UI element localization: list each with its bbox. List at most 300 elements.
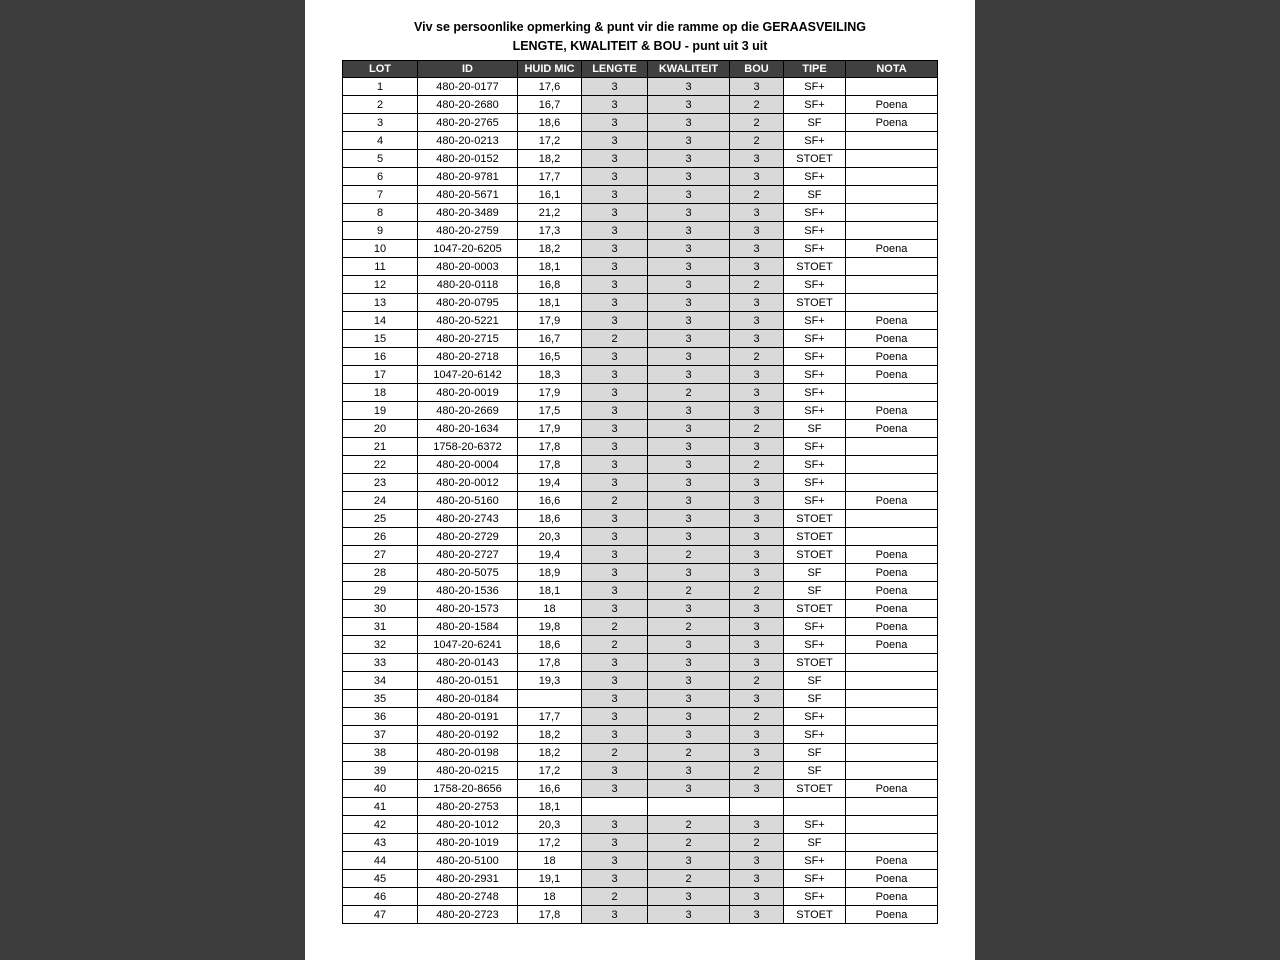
table-cell: 3 (648, 168, 730, 186)
table-cell: 38 (343, 744, 418, 762)
table-cell: 3 (582, 672, 648, 690)
table-cell: 16,6 (518, 492, 582, 510)
table-cell: Poena (846, 348, 938, 366)
table-row (343, 546, 938, 564)
table-cell: 3 (730, 240, 784, 258)
table-cell: 17 (343, 366, 418, 384)
table-cell: 3 (648, 186, 730, 204)
table-cell: 1047-20-6142 (418, 366, 518, 384)
table-body (343, 78, 938, 924)
document-title-line1: Viv se persoonlike opmerking & punt vir die ramme op die GERAASVEILING (414, 20, 866, 34)
table-cell: 3 (648, 456, 730, 474)
table-row (343, 636, 938, 654)
table-cell: SF+ (784, 438, 846, 456)
table-cell: STOET (784, 906, 846, 924)
table-cell (846, 798, 938, 816)
document-page (305, 0, 975, 960)
table-cell: STOET (784, 510, 846, 528)
table-row (343, 312, 938, 330)
table-cell: 3 (648, 114, 730, 132)
table-row (343, 510, 938, 528)
table-cell: 480-20-1536 (418, 582, 518, 600)
table-cell: 480-20-5671 (418, 186, 518, 204)
table-cell: Poena (846, 312, 938, 330)
table-cell: 17,8 (518, 906, 582, 924)
table-cell (846, 150, 938, 168)
table-cell: 25 (343, 510, 418, 528)
table-cell: 3 (582, 222, 648, 240)
table-cell: 27 (343, 546, 418, 564)
table-cell: 3 (582, 168, 648, 186)
table-cell: 24 (343, 492, 418, 510)
table-cell: 17,7 (518, 168, 582, 186)
table-cell: 3 (582, 204, 648, 222)
table-cell: 3 (648, 492, 730, 510)
table-row (343, 708, 938, 726)
table-cell: SF+ (784, 132, 846, 150)
table-cell: Poena (846, 582, 938, 600)
table-cell: 480-20-0198 (418, 744, 518, 762)
table-cell: SF+ (784, 78, 846, 96)
table-cell: 3 (730, 654, 784, 672)
table-cell: 480-20-0004 (418, 456, 518, 474)
table-cell (582, 798, 648, 816)
table-cell: 17,2 (518, 132, 582, 150)
table-cell: SF+ (784, 204, 846, 222)
table-cell: 3 (582, 276, 648, 294)
table-cell: 3 (730, 222, 784, 240)
table-cell: Poena (846, 852, 938, 870)
table-cell: 3 (730, 636, 784, 654)
table-cell: 3 (582, 384, 648, 402)
table-row (343, 276, 938, 294)
table-cell (846, 456, 938, 474)
table-cell: 19,4 (518, 474, 582, 492)
table-cell: Poena (846, 906, 938, 924)
table-cell: SF (784, 564, 846, 582)
table-cell: 480-20-2729 (418, 528, 518, 546)
table-cell: 34 (343, 672, 418, 690)
table-cell (518, 690, 582, 708)
table-cell (846, 834, 938, 852)
table-cell: SF+ (784, 276, 846, 294)
table-cell: 480-20-2759 (418, 222, 518, 240)
column-header-nota: NOTA (846, 61, 938, 78)
table-cell: 3 (648, 402, 730, 420)
table-cell: 3 (582, 528, 648, 546)
table-cell (846, 762, 938, 780)
table-cell: 3 (582, 726, 648, 744)
table-cell: 480-20-2765 (418, 114, 518, 132)
table-cell: 480-20-0118 (418, 276, 518, 294)
table-cell: 32 (343, 636, 418, 654)
table-cell: 3 (730, 744, 784, 762)
table-cell: 3 (648, 312, 730, 330)
table-row (343, 762, 938, 780)
table-cell: SF+ (784, 366, 846, 384)
column-header-kwaliteit: KWALITEIT (648, 61, 730, 78)
table-row (343, 438, 938, 456)
table-cell: SF+ (784, 708, 846, 726)
table-row (343, 528, 938, 546)
table-row (343, 726, 938, 744)
table-cell: Poena (846, 492, 938, 510)
table-row (343, 204, 938, 222)
table-cell: 2 (730, 420, 784, 438)
table-cell: 480-20-2727 (418, 546, 518, 564)
table-cell: 3 (582, 438, 648, 456)
table-cell (846, 510, 938, 528)
table-cell: 2 (648, 834, 730, 852)
table-cell (846, 204, 938, 222)
table-cell: 2 (730, 132, 784, 150)
table-cell: 3 (648, 762, 730, 780)
table-row (343, 348, 938, 366)
table-row (343, 456, 938, 474)
table-row (343, 906, 938, 924)
table-cell: 1758-20-6372 (418, 438, 518, 456)
table-cell: 480-20-5160 (418, 492, 518, 510)
table-cell (846, 222, 938, 240)
table-cell: SF+ (784, 474, 846, 492)
table-row (343, 888, 938, 906)
table-cell: STOET (784, 654, 846, 672)
table-cell: 3 (648, 474, 730, 492)
table-row (343, 870, 938, 888)
table-cell (846, 672, 938, 690)
table-cell: 40 (343, 780, 418, 798)
table-cell: 31 (343, 618, 418, 636)
table-cell: 18,2 (518, 240, 582, 258)
table-row (343, 780, 938, 798)
table-cell: 3 (730, 564, 784, 582)
table-cell: 3 (730, 600, 784, 618)
table-row (343, 420, 938, 438)
table-cell: 18 (518, 888, 582, 906)
table-cell: 12 (343, 276, 418, 294)
table-cell: 3 (648, 96, 730, 114)
table-cell: 19,1 (518, 870, 582, 888)
table-cell: Poena (846, 870, 938, 888)
table-cell: SF+ (784, 456, 846, 474)
table-row (343, 78, 938, 96)
table-cell: 16 (343, 348, 418, 366)
table-cell: 2 (582, 330, 648, 348)
table-cell (846, 474, 938, 492)
table-cell: SF+ (784, 168, 846, 186)
table-row (343, 582, 938, 600)
table-cell: 3 (343, 114, 418, 132)
table-cell (846, 708, 938, 726)
table-cell: STOET (784, 600, 846, 618)
table-cell: SF+ (784, 636, 846, 654)
table-cell: 3 (582, 78, 648, 96)
table-cell: 3 (730, 690, 784, 708)
table-cell: 3 (648, 726, 730, 744)
table-cell: SF+ (784, 384, 846, 402)
table-cell: 480-20-2669 (418, 402, 518, 420)
table-cell: 3 (582, 852, 648, 870)
table-cell: 1758-20-8656 (418, 780, 518, 798)
table-cell: SF (784, 186, 846, 204)
table-cell: 3 (582, 366, 648, 384)
table-cell: 18,6 (518, 510, 582, 528)
table-cell: 10 (343, 240, 418, 258)
table-row (343, 492, 938, 510)
table-cell: 3 (582, 402, 648, 420)
table-cell: 480-20-1019 (418, 834, 518, 852)
table-cell: 19 (343, 402, 418, 420)
table-cell: SF+ (784, 222, 846, 240)
table-row (343, 564, 938, 582)
table-cell: SF+ (784, 888, 846, 906)
table-cell: 3 (582, 96, 648, 114)
table-cell: 18,1 (518, 258, 582, 276)
table-cell: 3 (648, 204, 730, 222)
table-cell: 46 (343, 888, 418, 906)
table-cell: Poena (846, 564, 938, 582)
table-cell: 3 (730, 816, 784, 834)
table-cell: 3 (582, 294, 648, 312)
table-cell: 3 (582, 600, 648, 618)
table-cell: 3 (648, 852, 730, 870)
table-cell: 13 (343, 294, 418, 312)
table-cell: 3 (730, 618, 784, 636)
table-cell: 2 (648, 582, 730, 600)
table-row (343, 834, 938, 852)
table-cell: 3 (648, 438, 730, 456)
table-cell: 29 (343, 582, 418, 600)
table-cell: Poena (846, 888, 938, 906)
table-cell (846, 132, 938, 150)
table-cell: 36 (343, 708, 418, 726)
table-row (343, 186, 938, 204)
table-cell: 3 (648, 600, 730, 618)
table-cell: 480-20-0177 (418, 78, 518, 96)
table-cell: 3 (648, 420, 730, 438)
column-header-lengte: LENGTE (582, 61, 648, 78)
table-cell (846, 168, 938, 186)
column-header-tipe: TIPE (784, 61, 846, 78)
table-cell: 2 (648, 618, 730, 636)
table-cell: 2 (730, 672, 784, 690)
table-cell: 17,8 (518, 456, 582, 474)
table-cell: 2 (582, 636, 648, 654)
table-cell (846, 258, 938, 276)
table-cell: 42 (343, 816, 418, 834)
table-cell: 3 (730, 726, 784, 744)
table-cell: 2 (582, 888, 648, 906)
table-cell: 3 (730, 294, 784, 312)
table-cell: 19,4 (518, 546, 582, 564)
table-cell: 43 (343, 834, 418, 852)
table-cell: SF+ (784, 96, 846, 114)
table-cell: 2 (730, 186, 784, 204)
table-cell: Poena (846, 114, 938, 132)
table-cell: STOET (784, 258, 846, 276)
table-cell: 44 (343, 852, 418, 870)
table-cell: SF+ (784, 618, 846, 636)
table-cell: 3 (648, 888, 730, 906)
table-cell: SF+ (784, 726, 846, 744)
table-cell: 3 (730, 546, 784, 564)
table-cell (846, 78, 938, 96)
table-cell: 480-20-2680 (418, 96, 518, 114)
table-cell: 3 (582, 240, 648, 258)
table-cell: 3 (730, 492, 784, 510)
table-cell: 3 (648, 654, 730, 672)
table-cell: 16,7 (518, 330, 582, 348)
table-cell: 2 (648, 546, 730, 564)
table-cell: 480-20-5075 (418, 564, 518, 582)
table-cell: 480-20-2715 (418, 330, 518, 348)
table-cell: 21,2 (518, 204, 582, 222)
table-cell: Poena (846, 546, 938, 564)
table-cell: 4 (343, 132, 418, 150)
table-cell: 16,6 (518, 780, 582, 798)
table-cell: Poena (846, 600, 938, 618)
table-cell: 2 (648, 744, 730, 762)
table-cell: 3 (730, 150, 784, 168)
table-cell: 480-20-2723 (418, 906, 518, 924)
table-cell: 480-20-2743 (418, 510, 518, 528)
table-header (343, 61, 938, 78)
table-cell: SF (784, 672, 846, 690)
table-cell: 3 (730, 384, 784, 402)
table-cell: SF (784, 582, 846, 600)
table-cell: 17,6 (518, 78, 582, 96)
table-cell: 3 (582, 186, 648, 204)
table-cell: 480-20-0003 (418, 258, 518, 276)
table-cell: Poena (846, 402, 938, 420)
table-cell: 480-20-2931 (418, 870, 518, 888)
table-cell: 20,3 (518, 816, 582, 834)
table-row (343, 690, 938, 708)
table-cell: 28 (343, 564, 418, 582)
table-cell: 3 (648, 510, 730, 528)
table-cell: 3 (648, 222, 730, 240)
table-cell: 3 (730, 312, 784, 330)
table-cell (730, 798, 784, 816)
table-cell (846, 186, 938, 204)
table-cell: 3 (582, 906, 648, 924)
table-cell: 3 (648, 672, 730, 690)
document-titles (305, 0, 975, 56)
table-cell: SF (784, 114, 846, 132)
column-header-id: ID (418, 61, 518, 78)
table-cell: 3 (730, 906, 784, 924)
table-cell: 3 (730, 78, 784, 96)
table-cell: 3 (582, 312, 648, 330)
table-cell: 16,8 (518, 276, 582, 294)
table-cell: 2 (343, 96, 418, 114)
table-cell: 3 (648, 366, 730, 384)
table-cell: 17,8 (518, 654, 582, 672)
table-cell: 22 (343, 456, 418, 474)
table-cell: 3 (582, 150, 648, 168)
table-cell: STOET (784, 150, 846, 168)
table-cell (846, 384, 938, 402)
table-cell: 480-20-9781 (418, 168, 518, 186)
table-cell: 480-20-0795 (418, 294, 518, 312)
table-cell: 18,6 (518, 636, 582, 654)
table-cell: 3 (648, 348, 730, 366)
table-cell: 480-20-1012 (418, 816, 518, 834)
table-cell: 18,3 (518, 366, 582, 384)
table-cell (648, 798, 730, 816)
table-cell (846, 744, 938, 762)
table-cell: 17,9 (518, 384, 582, 402)
table-cell: 3 (648, 78, 730, 96)
table-cell: 480-20-1573 (418, 600, 518, 618)
column-header-lot: LOT (343, 61, 418, 78)
table-cell: 1 (343, 78, 418, 96)
table-cell: 3 (730, 474, 784, 492)
table-cell: 3 (582, 654, 648, 672)
table-cell: 19,3 (518, 672, 582, 690)
table-cell: 3 (648, 564, 730, 582)
table-cell: 3 (582, 258, 648, 276)
table-cell: 480-20-0191 (418, 708, 518, 726)
table-cell: 480-20-5100 (418, 852, 518, 870)
table-cell: 2 (648, 816, 730, 834)
table-cell: 18 (518, 852, 582, 870)
table-cell: 2 (582, 492, 648, 510)
table-cell: 3 (582, 348, 648, 366)
table-cell: 2 (730, 456, 784, 474)
table-cell: 480-20-0019 (418, 384, 518, 402)
table-cell: STOET (784, 780, 846, 798)
table-cell: 19,8 (518, 618, 582, 636)
table-cell: 3 (730, 204, 784, 222)
table-cell: 18,1 (518, 798, 582, 816)
table-row (343, 744, 938, 762)
table-cell (846, 726, 938, 744)
table-cell: 17,2 (518, 834, 582, 852)
table-cell: 20 (343, 420, 418, 438)
table-cell: 47 (343, 906, 418, 924)
table-row (343, 366, 938, 384)
table-cell: 45 (343, 870, 418, 888)
table-cell: 3 (582, 780, 648, 798)
table-row (343, 240, 938, 258)
table-row (343, 294, 938, 312)
table-cell: 9 (343, 222, 418, 240)
table-cell: 3 (648, 636, 730, 654)
table-cell: SF+ (784, 870, 846, 888)
table-cell: 2 (730, 114, 784, 132)
table-row (343, 132, 938, 150)
scores-table (342, 60, 938, 924)
table-cell: 3 (730, 870, 784, 888)
table-cell: 480-20-2748 (418, 888, 518, 906)
table-cell: SF+ (784, 852, 846, 870)
table-row (343, 654, 938, 672)
table-cell: 21 (343, 438, 418, 456)
table-cell: 3 (582, 762, 648, 780)
table-cell: 480-20-0213 (418, 132, 518, 150)
table-cell: SF (784, 744, 846, 762)
table-cell: 480-20-1584 (418, 618, 518, 636)
table-cell: 480-20-0184 (418, 690, 518, 708)
table-cell: Poena (846, 780, 938, 798)
column-header-bou: BOU (730, 61, 784, 78)
table-cell: 18,9 (518, 564, 582, 582)
table-cell: 3 (582, 690, 648, 708)
table-cell: 17,7 (518, 708, 582, 726)
table-cell: 3 (730, 510, 784, 528)
table-cell: 480-20-0012 (418, 474, 518, 492)
